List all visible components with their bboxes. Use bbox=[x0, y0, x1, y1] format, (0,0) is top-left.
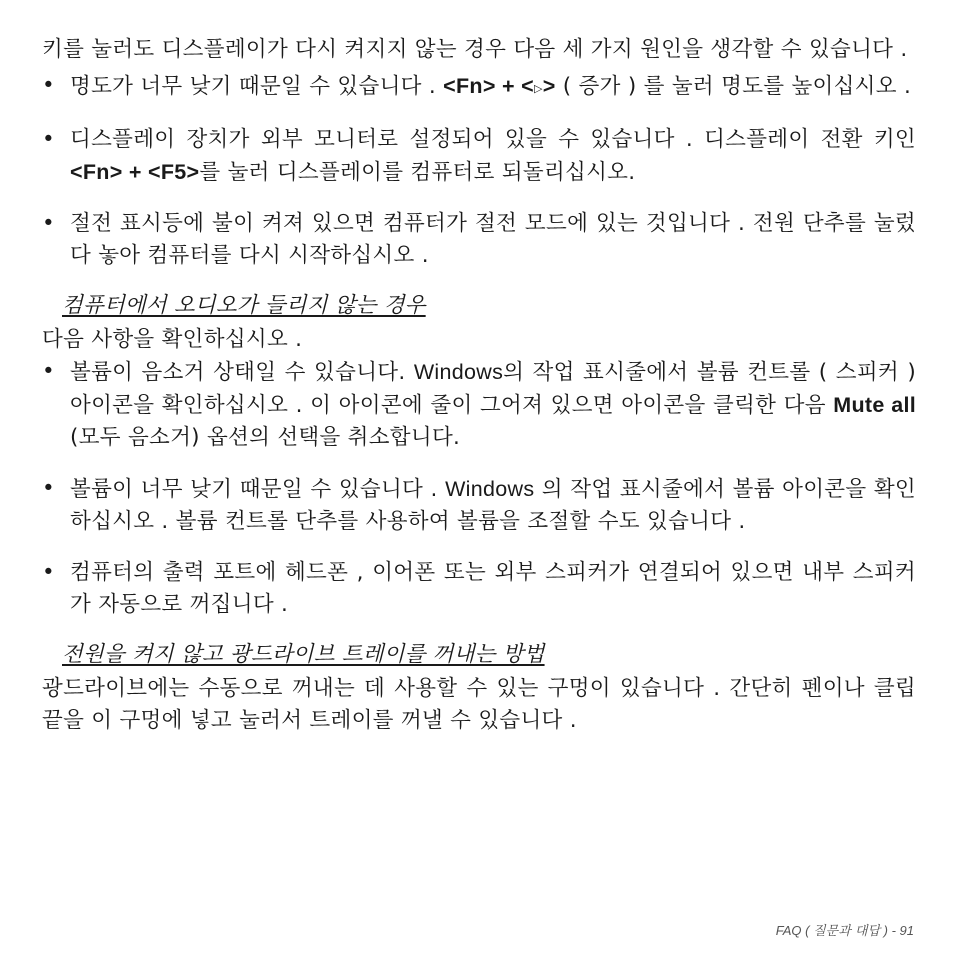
key-plus: + bbox=[495, 74, 522, 98]
key-open: < bbox=[521, 74, 534, 98]
text: 의 작업 표시줄에서 볼륨 아이콘을 확인하십시오 . 볼륨 컨트롤 단추를 사용하여 볼륨을 조절할 수도 있습니다 . bbox=[70, 477, 916, 534]
text: 명도가 너무 낮기 때문일 수 있습니다 . bbox=[70, 74, 444, 99]
section-heading-audio: 컴퓨터에서 오디오가 들리지 않는 경우 bbox=[62, 293, 426, 318]
audio-intro: 다음 사항을 확인하십시오 . bbox=[42, 327, 303, 352]
display-cause-list bbox=[42, 70, 916, 272]
key-fn: <Fn> bbox=[443, 74, 496, 98]
list-item-brightness bbox=[42, 70, 916, 105]
text: 볼륨이 너무 낮기 때문일 수 있습니다 . bbox=[70, 477, 446, 502]
document-page bbox=[42, 34, 916, 737]
list-item-sleep-mode: • 절전 표시등에 불이 켜져 있으면 컴퓨터가 절전 모드에 있는 것입니다 . 전원 단추를 눌렀다 놓아 컴퓨터를 다시 시작하십시오 . bbox=[42, 208, 916, 272]
windows-text: Windows bbox=[413, 360, 504, 384]
key-fn: <Fn> bbox=[70, 160, 123, 184]
page-footer bbox=[776, 920, 914, 939]
footer-faq: FAQ ( bbox=[775, 923, 814, 938]
display-intro: 키를 눌러도 디스플레이가 다시 켜지지 않는 경우 다음 세 가지 원인을 생각할 수 있습니다 . bbox=[42, 37, 908, 62]
key-f5: <F5> bbox=[147, 160, 200, 184]
key-close: > bbox=[542, 74, 556, 98]
list-item-headphones: • 컴퓨터의 출력 포트에 헤드폰 , 이어폰 또는 외부 스피커가 연결되어 있으면 내부 스피커가 자동으로 꺼집니다 . bbox=[42, 557, 916, 621]
audio-cause-list bbox=[42, 356, 916, 621]
list-item-mute bbox=[42, 356, 916, 454]
section-heading-tray: 전원을 켜지 않고 광드라이브 트레이를 꺼내는 방법 bbox=[62, 642, 545, 667]
text: 디스플레이 장치가 외부 모니터로 설정되어 있을 수 있습니다 . 디스플레이 전환 키인 bbox=[70, 127, 916, 152]
footer-sep: ) - bbox=[880, 923, 900, 938]
list-item-volume-low bbox=[42, 473, 916, 538]
text: 의 작업 표시줄에서 볼륨 컨트롤 ( 스피커 ) 아이콘을 확인하십시오 . 이 아이콘에 줄이 그어져 있으면 아이콘을 클릭한 다음 bbox=[70, 360, 917, 418]
footer-korean: 질문과 대답 bbox=[813, 924, 881, 939]
tray-text: 광드라이브에는 수동으로 꺼내는 데 사용할 수 있는 구멍이 있습니다 . 간단히 펜이나 클립 끝을 이 구멍에 넣고 눌러서 트레이를 꺼낼 수 있습니다 . bbox=[42, 676, 916, 733]
text: 를 눌러 디스플레이를 컴퓨터로 되돌리십시오. bbox=[199, 160, 636, 185]
text: 볼륨이 음소거 상태일 수 있습니다. bbox=[70, 360, 414, 385]
key-plus: + bbox=[122, 160, 148, 184]
list-item-external-monitor bbox=[42, 124, 916, 189]
mute-all-label: Mute all bbox=[833, 393, 916, 417]
page-number: 91 bbox=[899, 923, 914, 938]
windows-text: Windows bbox=[445, 477, 535, 501]
text: ( 증가 ) 를 눌러 명도를 높이십시오 . bbox=[555, 74, 912, 99]
text: (모두 음소거) 옵션의 선택을 취소합니다. bbox=[70, 425, 461, 450]
brightness-up-triangle-icon: ▷ bbox=[533, 82, 543, 95]
